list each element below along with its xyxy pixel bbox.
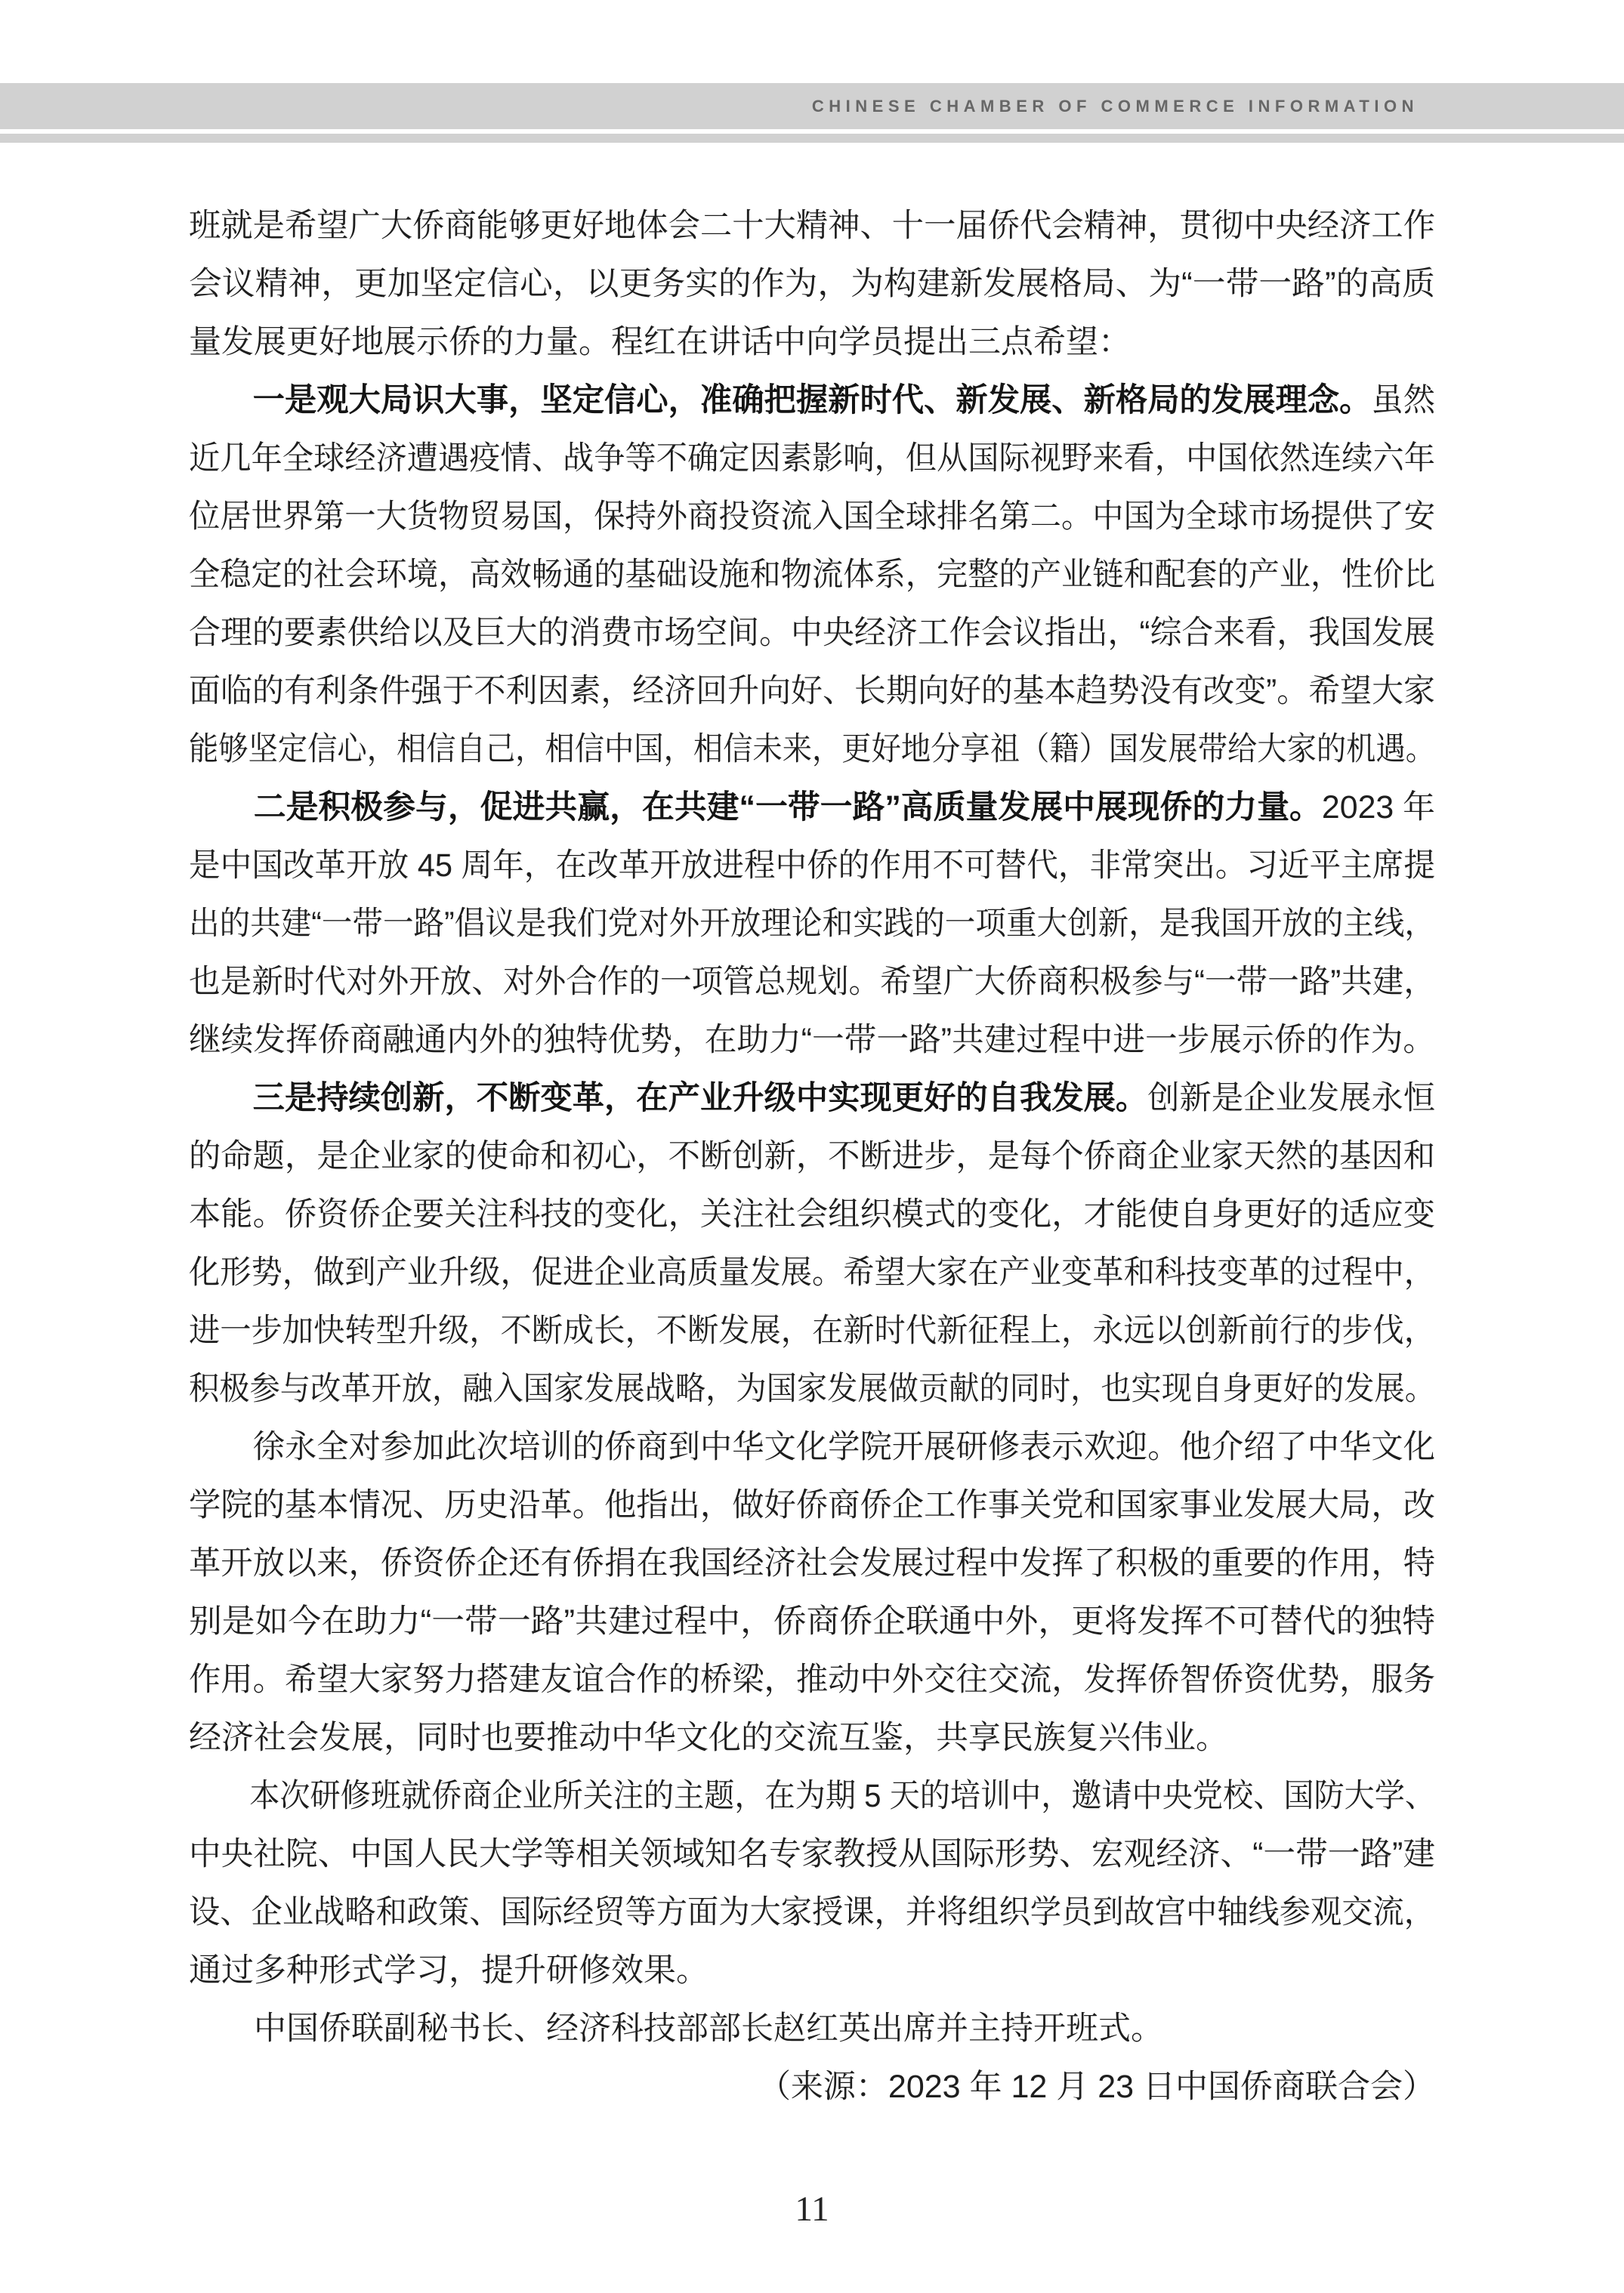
text-line-content xyxy=(189,488,1435,546)
text-line xyxy=(189,197,1435,255)
body-text: 2023 年 xyxy=(1321,789,1435,826)
text-line xyxy=(189,546,1435,604)
text-line-content xyxy=(189,197,1435,255)
banner-title: CHINESE CHAMBER OF COMMERCE INFORMATION xyxy=(811,96,1419,116)
body-text: 能够坚定信心，相信自己，相信中国，相信未来，更好地分享祖（籍）国发展带给大家的机遇。 xyxy=(189,731,1435,767)
text-line xyxy=(189,1418,1435,1477)
header-banner xyxy=(0,83,1624,129)
text-line xyxy=(189,1884,1435,1942)
body-text: 学院的基本情况、历史沿革。他指出，做好侨商侨企工作事关党和国家事业发展大局，改 xyxy=(189,1487,1435,1523)
text-line-content xyxy=(189,604,1435,662)
body-text: 是中国改革开放 45 周年，在改革开放进程中侨的作用不可替代，非常突出。习近平主席提 xyxy=(189,847,1435,884)
text-line xyxy=(189,895,1435,953)
body-text: 创新是企业发展永恒 xyxy=(1147,1080,1435,1116)
text-line-content xyxy=(189,1418,1435,1477)
text-line xyxy=(189,1651,1435,1709)
body-text: 继续发挥侨商融通内外的独特优势，在助力“一带一路”共建过程中进一步展示侨的作为。 xyxy=(189,1022,1435,1058)
body-text: 作用。希望大家努力搭建友谊合作的桥梁，推动中外交往交流，发挥侨智侨资优势，服务 xyxy=(189,1662,1435,1698)
body-text: 设、企业战略和政策、国际经贸等方面为大家授课，并将组织学员到故宫中轴线参观交流， xyxy=(189,1894,1435,1930)
body-text: 的命题，是企业家的使命和初心，不断创新，不断进步，是每个侨商企业家天然的基因和 xyxy=(189,1138,1435,1174)
text-line-content xyxy=(189,1942,709,2000)
text-line-content xyxy=(189,372,1435,430)
text-line-content xyxy=(189,953,1435,1011)
text-line xyxy=(189,604,1435,662)
text-line xyxy=(189,2058,1435,2116)
body-text: 也是新时代对外开放、对外合作的一项管总规划。希望广大侨商积极参与“一带一路”共建， xyxy=(189,964,1435,1000)
text-line-content xyxy=(189,1651,1435,1709)
text-line xyxy=(189,721,1435,779)
body-text: 近几年全球经济遭遇疫情、战争等不确定因素影响，但从国际视野来看，中国依然连续六年 xyxy=(189,440,1435,477)
text-line-content xyxy=(189,895,1435,953)
text-line xyxy=(189,255,1435,313)
text-line xyxy=(189,662,1435,721)
text-line-content xyxy=(189,1302,1435,1360)
text-line-content xyxy=(189,1767,1435,1825)
text-line xyxy=(189,779,1435,837)
body-text xyxy=(189,789,254,826)
bold-lead-text: 一是观大局识大事，坚定信心，准确把握新时代、新发展、新格局的发展理念。 xyxy=(252,382,1372,418)
text-line-content xyxy=(758,2058,1435,2116)
text-line xyxy=(189,1128,1435,1186)
text-line-content xyxy=(189,1593,1435,1651)
body-text: 积极参与改革开放，融入国家发展战略，为国家发展做贡献的同时，也实现自身更好的发展。 xyxy=(189,1371,1435,1407)
text-line xyxy=(189,1535,1435,1593)
body-text: 虽然 xyxy=(1371,382,1435,418)
text-line xyxy=(189,1477,1435,1535)
text-line-content xyxy=(189,1825,1435,1884)
text-line-content xyxy=(189,313,1131,372)
text-line xyxy=(189,2000,1435,2058)
body-text: 化形势，做到产业升级，促进企业高质量发展。希望大家在产业变革和科技变革的过程中， xyxy=(189,1255,1435,1291)
body-text: 会议精神，更加坚定信心，以更务实的作为，为构建新发展格局、为“一带一路”的高质 xyxy=(189,266,1435,302)
text-line xyxy=(189,1011,1435,1069)
text-line-content xyxy=(189,1709,1228,1767)
body-text: 面临的有利条件强于不利因素，经济回升向好、长期向好的基本趋势没有改变”。希望大家 xyxy=(189,673,1435,709)
body-text: 全稳定的社会环境，高效畅通的基础设施和物流体系，完整的产业链和配套的产业，性价比 xyxy=(189,557,1435,593)
text-line-content xyxy=(189,430,1435,488)
body-text: 革开放以来，侨资侨企还有侨捐在我国经济社会发展过程中发挥了积极的重要的作用，特 xyxy=(189,1545,1435,1582)
body-text xyxy=(189,382,253,418)
text-line-content xyxy=(189,1011,1435,1069)
body-text: 量发展更好地展示侨的力量。程红在讲话中向学员提出三点希望： xyxy=(189,324,1131,360)
body-text: 本能。侨资侨企要关注科技的变化，关注社会组织模式的变化，才能使自身更好的适应变 xyxy=(189,1196,1435,1233)
body-text: 通过多种形式学习，提升研修效果。 xyxy=(189,1952,709,1989)
text-line-content xyxy=(189,662,1435,721)
text-line-content xyxy=(189,2000,1163,2058)
text-line xyxy=(189,488,1435,546)
body-text xyxy=(189,1080,253,1116)
text-line-content xyxy=(189,1069,1435,1128)
body-text: 位居世界第一大货物贸易国，保持外商投资流入国全球排名第二。中国为全球市场提供了安 xyxy=(189,498,1435,535)
text-line-content xyxy=(189,1360,1435,1418)
text-line-content xyxy=(189,1477,1435,1535)
page-number: 11 xyxy=(795,2190,829,2229)
bold-lead-text: 三是持续创新，不断变革，在产业升级中实现更好的自我发展。 xyxy=(252,1080,1148,1116)
text-line-content xyxy=(189,1186,1435,1244)
text-line xyxy=(189,430,1435,488)
body-text: 别是如今在助力“一带一路”共建过程中，侨商侨企联通中外，更将发挥不可替代的独特 xyxy=(189,1603,1435,1640)
text-line xyxy=(189,372,1435,430)
text-line xyxy=(189,953,1435,1011)
article-body xyxy=(189,197,1435,2116)
body-text: 中央社院、中国人民大学等相关领域知名专家教授从国际形势、宏观经济、“一带一路”建 xyxy=(189,1836,1435,1872)
body-text: 合理的要素供给以及巨大的消费市场空间。中央经济工作会议指出，“综合来看，我国发展 xyxy=(189,615,1435,651)
text-line-content xyxy=(189,721,1435,779)
body-text: 班就是希望广大侨商能够更好地体会二十大精神、十一届侨代会精神，贯彻中央经济工作 xyxy=(189,208,1435,244)
body-text: 徐永全对参加此次培训的侨商到中华文化学院开展研修表示欢迎。他介绍了中华文化 xyxy=(189,1429,1435,1465)
text-line xyxy=(189,1942,1435,2000)
text-line-content xyxy=(189,255,1435,313)
text-line xyxy=(189,1767,1435,1825)
text-line xyxy=(189,1825,1435,1884)
body-text: 中国侨联副秘书长、经济科技部部长赵红英出席并主持开班式。 xyxy=(189,2011,1163,2047)
text-line-content xyxy=(189,779,1435,837)
text-line-content xyxy=(189,546,1435,604)
text-line-content xyxy=(189,1244,1435,1302)
text-line xyxy=(189,313,1435,372)
body-text: 出的共建“一带一路”倡议是我们党对外开放理论和实践的一项重大创新，是我国开放的主线， xyxy=(189,906,1435,942)
bold-lead-text: 二是积极参与，促进共赢，在共建“一带一路”高质量发展中展现侨的力量。 xyxy=(253,789,1322,826)
text-line xyxy=(189,1186,1435,1244)
body-text: （来源：2023 年 12 月 23 日中国侨商联合会） xyxy=(758,2069,1435,2105)
text-line-content xyxy=(189,837,1435,895)
text-line xyxy=(189,1593,1435,1651)
body-text: 本次研修班就侨商企业所关注的主题，在为期 5 天的培训中，邀请中央党校、国防大学、 xyxy=(189,1778,1435,1814)
header-divider-bar xyxy=(0,134,1624,143)
text-line xyxy=(189,1069,1435,1128)
body-text: 经济社会发展，同时也要推动中华文化的交流互鉴，共享民族复兴伟业。 xyxy=(189,1720,1228,1756)
text-line xyxy=(189,1244,1435,1302)
text-line xyxy=(189,837,1435,895)
text-line-content xyxy=(189,1884,1435,1942)
body-text: 进一步加快转型升级，不断成长，不断发展，在新时代新征程上，永远以创新前行的步伐， xyxy=(189,1313,1435,1349)
text-line-content xyxy=(189,1535,1435,1593)
text-line xyxy=(189,1709,1435,1767)
text-line-content xyxy=(189,1128,1435,1186)
text-line xyxy=(189,1302,1435,1360)
text-line xyxy=(189,1360,1435,1418)
